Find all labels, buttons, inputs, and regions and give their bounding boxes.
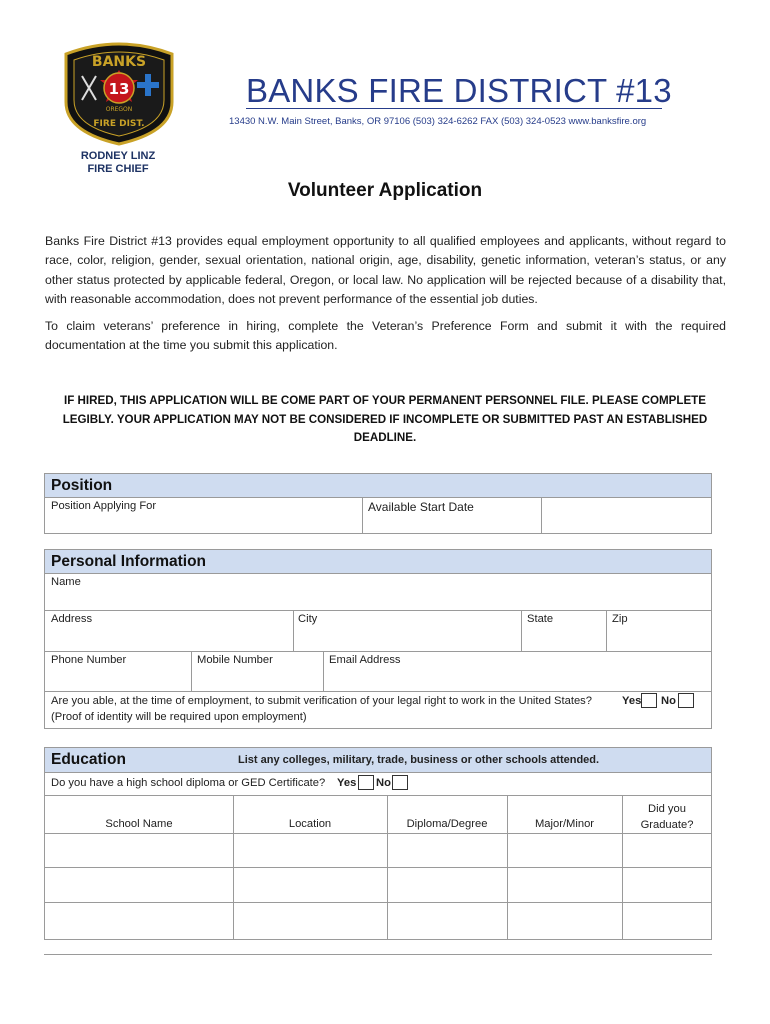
- work-auth-no-checkbox[interactable]: [678, 693, 694, 708]
- logo-oregon: OREGON: [105, 106, 133, 113]
- logo-text-banks: BANKS: [91, 54, 147, 70]
- mobile-field[interactable]: Mobile Number: [197, 654, 273, 666]
- education-subtitle: List any colleges, military, trade, business or other schools attended.: [238, 754, 600, 766]
- row-divider: [45, 610, 711, 611]
- divider: [293, 610, 294, 651]
- permanent-file-notice: [55, 392, 715, 448]
- row-divider: [45, 691, 711, 692]
- form-title: Volunteer Application: [287, 180, 483, 201]
- email-field[interactable]: Email Address: [329, 654, 401, 666]
- position-title: Position: [51, 477, 113, 494]
- bottom-rule: [44, 954, 712, 955]
- col-school-name: School Name: [105, 818, 173, 830]
- chief-name: RODNEY LINZ: [80, 150, 156, 162]
- org-address: 13430 N.W. Main Street, Banks, OR 97106 (503) 324-6262 FAX (503) 324-0523 www.banksfire.org: [229, 116, 647, 127]
- divider: [323, 651, 324, 691]
- education-title: Education: [51, 751, 126, 768]
- education-row-3[interactable]: [45, 903, 711, 939]
- divider: [541, 497, 542, 534]
- col-graduate: Graduate?: [640, 819, 694, 831]
- row-divider: [45, 651, 711, 652]
- diploma-yes-checkbox[interactable]: [358, 775, 374, 790]
- col-major-minor: Major/Minor: [534, 818, 595, 830]
- row-divider: [45, 795, 711, 796]
- svg-text:BANKS: [92, 54, 146, 70]
- work-auth-no-label: No: [661, 695, 676, 707]
- education-row-1[interactable]: [45, 834, 711, 867]
- logo-fire-dist: FIRE DIST.: [93, 119, 145, 129]
- divider: [362, 497, 363, 534]
- position-header: [45, 474, 711, 498]
- fire-district-logo: [58, 40, 180, 146]
- veterans-paragraph: To claim veterans’ preference in hiring, complete the Veteran’s Preference Form and submit it with the required documentation at the time you submit this application.: [45, 319, 726, 353]
- address-field[interactable]: Address: [51, 613, 93, 625]
- notice-line-2: LEGIBLY. YOUR APPLICATION MAY NOT BE CONSIDERED IF INCOMPLETE OR SUBMITTED PAST AN ESTABLISHED: [62, 412, 708, 426]
- notice-line-3: DEADLINE.: [353, 431, 417, 444]
- zip-field[interactable]: Zip: [612, 613, 628, 625]
- svg-text:FIRE DIST.: [93, 119, 144, 129]
- fire-chief-block: [62, 150, 174, 176]
- title-underline: [246, 108, 662, 109]
- work-authorization-note: (Proof of identity will be required upon employment): [51, 711, 307, 723]
- education-header: [45, 748, 711, 773]
- education-section: [44, 747, 712, 940]
- work-auth-yes-checkbox[interactable]: [641, 693, 657, 708]
- col-diploma-degree: Diploma/Degree: [406, 818, 488, 830]
- logo-number: 13: [108, 80, 130, 98]
- notice-line-1: IF HIRED, THIS APPLICATION WILL BE COME PART OF YOUR PERMANENT PERSONNEL FILE. PLEASE COMPLETE: [64, 394, 706, 407]
- position-section: [44, 473, 712, 534]
- education-row-2[interactable]: [45, 868, 711, 902]
- state-field[interactable]: State: [527, 613, 554, 625]
- work-authorization-question: Are you able, at the time of employment, to submit verification of your legal right to work in the United States?: [51, 695, 592, 707]
- phone-field[interactable]: Phone Number: [51, 654, 127, 666]
- svg-text:13: [109, 80, 130, 98]
- chief-title: FIRE CHIEF: [87, 163, 149, 175]
- col-location: Location: [288, 818, 332, 830]
- city-field[interactable]: City: [298, 613, 318, 625]
- org-name: BANKS FIRE DISTRICT #13: [246, 72, 672, 109]
- eeo-paragraph: Banks Fire District #13 provides equal employment opportunity to all qualified employees and applicants, without regard to race, color, religion, gender, sexual orientation, national origin, age, disability, genetic information, veteran’s status, or any other status protected by applicable federal, Oregon, or local law. No application will be rejected because of a disability that, with reasonable accommodation, does not prevent performance of the essential job duties.: [45, 234, 726, 306]
- position-applying-for-field[interactable]: Position Applying For: [51, 500, 157, 512]
- diploma-yes-label: Yes: [337, 777, 357, 789]
- personal-title: Personal Information: [51, 553, 207, 570]
- diploma-no-label: No: [376, 777, 391, 789]
- personal-information-section: [44, 549, 712, 729]
- name-field[interactable]: Name: [51, 576, 81, 588]
- divider: [191, 651, 192, 691]
- diploma-no-checkbox[interactable]: [392, 775, 408, 790]
- work-auth-yes-label: Yes: [622, 695, 642, 707]
- col-did-you: Did you: [648, 803, 686, 815]
- svg-text:OREGON: [106, 106, 133, 113]
- divider: [521, 610, 522, 651]
- diploma-question: Do you have a high school diploma or GED Certificate?: [51, 777, 326, 789]
- available-start-date-field[interactable]: Available Start Date: [368, 500, 474, 514]
- divider: [606, 610, 607, 651]
- personal-header: [45, 550, 711, 574]
